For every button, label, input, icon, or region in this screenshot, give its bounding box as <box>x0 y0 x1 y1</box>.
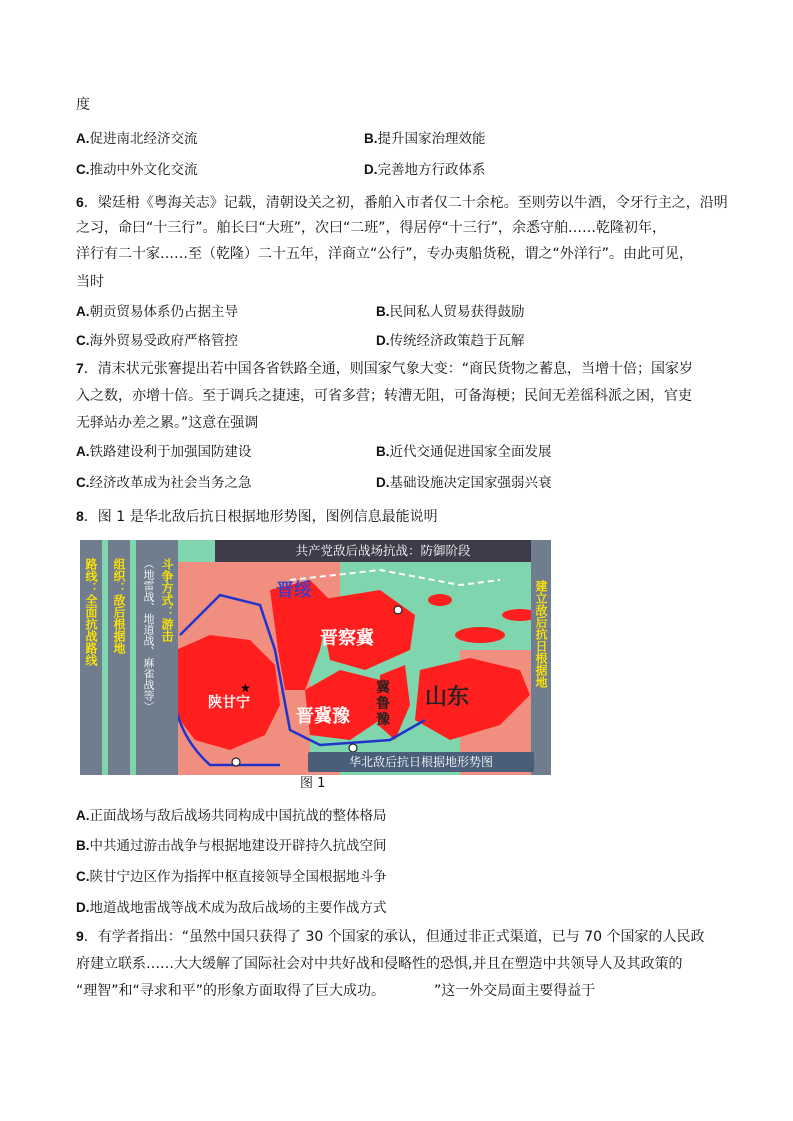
q7-option-a[interactable]: A.铁路建设利于加强国防建设 <box>76 444 252 460</box>
q5-option-a[interactable]: A.促进南北经济交流 <box>76 131 198 147</box>
right-banner <box>531 540 551 775</box>
legend-method: 斗争方式：游击 <box>160 558 174 642</box>
label-jiluyu: 冀鲁豫 <box>376 680 390 728</box>
base-fragment-1 <box>455 627 505 643</box>
q5-text-tail: 度 <box>76 97 90 113</box>
q6-option-a[interactable]: A.朝贡贸易体系仍占据主导 <box>76 304 238 320</box>
q6-option-b[interactable]: B.民间私人贸易获得鼓励 <box>376 304 525 320</box>
q7-stem-line-2: 入之数，亦增十倍。至于调兵之捷速，可省多营；转漕无阻，可备海梗；民间无差徭科派之困，官吏 <box>76 388 692 404</box>
city-marker-2 <box>349 744 357 752</box>
q6-stem-line-3: 洋行有二十家……至（乾隆）二十五年，洋商立“公行”，专办夷船货税，谓之“外洋行”。由此可见， <box>76 246 694 262</box>
q5-option-c[interactable]: C.推动中外文化交流 <box>76 162 198 178</box>
label-shaanganning: 陕甘宁 <box>208 695 250 711</box>
q7-stem-line-3: 无驿站办差之累。”这意在强调 <box>76 415 259 431</box>
q6-stem-line-4: 当时 <box>76 274 104 290</box>
right-banner-text: 建立敌后抗日根据地 <box>534 580 548 688</box>
q7-option-c[interactable]: C.经济改革成为社会当务之急 <box>76 475 252 491</box>
figure-label: 图 1 <box>300 776 326 791</box>
map-caption: 华北敌后抗日根据地形势图 <box>308 752 534 772</box>
legend-method-examples: （地雷战、地道战、麻雀战等） <box>142 558 155 712</box>
q8-stem-line-1: 8．图 1 是华北敌后抗日根据地形势图，图例信息最能说明 <box>76 508 438 525</box>
north-china-base-area-map <box>80 540 551 775</box>
legend-panel-route <box>80 540 102 775</box>
q8-option-c[interactable]: C.陕甘宁边区作为指挥中枢直接领导全国根据地斗争 <box>76 869 387 885</box>
q6-stem-line-1: 6．梁廷枏《粤海关志》记载，清朝设关之初，番舶入市者仅二十余柁。至则劳以牛酒，令牙行主之，沿明 <box>76 194 728 211</box>
city-marker-3 <box>232 758 240 766</box>
q9-stem-line-1: 9．有学者指出：“虽然中国只获得了 30 个国家的承认，但通过非正式渠道，已与 70 个国家的人民政 <box>76 928 705 945</box>
q5-option-b[interactable]: B.提升国家治理效能 <box>364 131 486 147</box>
legend-panel-method <box>136 540 178 775</box>
q6-option-c[interactable]: C.海外贸易受政府严格管控 <box>76 333 238 349</box>
label-jinsui: 晋绥 <box>276 580 312 601</box>
q6-stem-line-2: 之习，命曰“十三行”。舶长曰“大班”，次曰“二班”，得居停“十三行”，余悉守舶……乾隆初年， <box>76 220 667 236</box>
q8-option-b[interactable]: B.中共通过游击战争与根据地建设开辟持久抗战空间 <box>76 838 387 854</box>
q8-option-a[interactable]: A.正面战场与敌后战场共同构成中国抗战的整体格局 <box>76 808 387 824</box>
q7-stem-line-1: 7．清末状元张謇提出若中国各省铁路全通，则国家气象大变：“商民货物之蓄息，当增十倍；国家岁 <box>76 360 694 377</box>
q9-stem-line-3: “理智”和“寻求和平”的形象方面取得了巨大成功。 ”这一外交局面主要得益于 <box>76 983 596 999</box>
q5-option-d[interactable]: D.完善地方行政体系 <box>364 162 486 178</box>
label-jinjiyu: 晋冀豫 <box>296 706 350 727</box>
label-jinchaji: 晋察冀 <box>320 628 374 649</box>
q9-stem-line-2: 府建立联系……大大缓解了国际社会对中共好战和侵略性的恐惧,并且在塑造中共领导人及其政策的 <box>76 956 683 972</box>
legend-route: 路线：全面抗战路线 <box>84 558 98 666</box>
legend-org: 组织：敌后根据地 <box>112 558 126 654</box>
city-marker-1 <box>394 606 402 614</box>
label-shandong: 山东 <box>425 685 470 710</box>
yanan-star-icon: ★ <box>240 681 251 695</box>
map-title: 共产党敌后战场抗战：防御阶段 <box>215 540 551 562</box>
q7-option-b[interactable]: B.近代交通促进国家全面发展 <box>376 444 552 460</box>
base-fragment-2 <box>428 594 452 606</box>
q8-option-d[interactable]: D.地道战地雷战等战术成为敌后战场的主要作战方式 <box>76 900 387 916</box>
q7-option-d[interactable]: D.基础设施决定国家强弱兴衰 <box>376 475 552 491</box>
q6-option-d[interactable]: D.传统经济政策趋于瓦解 <box>376 333 525 349</box>
legend-panel-org <box>108 540 130 775</box>
